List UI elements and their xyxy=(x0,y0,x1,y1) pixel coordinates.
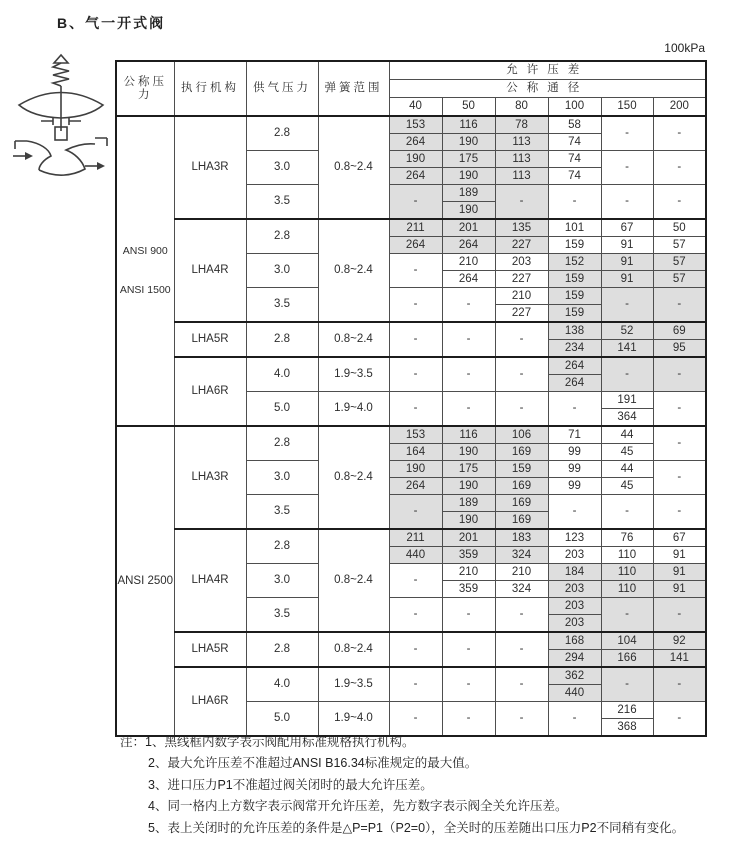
dp-empty-cell: - xyxy=(442,357,495,392)
dp-empty-cell: - xyxy=(601,185,653,220)
header-nominal-diameter: 公称通径 xyxy=(389,80,706,98)
dp-empty-cell: - xyxy=(389,392,442,427)
note-line: 5、表上关闭时的允许压差的条件是△P=P1（P2=0），全关时的压差随出口压力P2不同稍有变化。 xyxy=(148,820,685,835)
dp-value-cell: 264 xyxy=(442,237,495,254)
note-line: 3、进口压力P1不准超过阀关闭时的最大允许压差。 xyxy=(148,777,433,792)
dp-value-cell: 169 xyxy=(495,478,548,495)
spring-range-value: 0.8~2.4 xyxy=(318,426,389,529)
dp-value-cell: 210 xyxy=(495,564,548,581)
dp-value-cell: 141 xyxy=(653,650,706,668)
table-body xyxy=(116,116,706,736)
dp-value-cell: 159 xyxy=(495,461,548,478)
dp-value-cell: 190 xyxy=(442,134,495,151)
table-header xyxy=(116,61,706,116)
dp-value-cell: 191 xyxy=(601,392,653,409)
dp-value-cell: 216 xyxy=(601,702,653,719)
dp-value-cell: 203 xyxy=(548,598,601,615)
dp-value-cell: 110 xyxy=(601,581,653,598)
dp-empty-cell: - xyxy=(389,322,442,357)
dp-value-cell: 67 xyxy=(601,219,653,237)
dp-value-cell: 44 xyxy=(601,461,653,478)
supply-pressure-value: 2.8 xyxy=(246,116,318,151)
dp-value-cell: 294 xyxy=(548,650,601,668)
supply-pressure-value: 2.8 xyxy=(246,529,318,564)
dp-value-cell: 74 xyxy=(548,168,601,185)
dp-empty-cell: - xyxy=(442,667,495,702)
dp-value-cell: 190 xyxy=(442,478,495,495)
dp-value-cell: 227 xyxy=(495,305,548,323)
dp-value-cell: 76 xyxy=(601,529,653,547)
dn-size-header: 200 xyxy=(653,98,706,117)
dp-value-cell: 234 xyxy=(548,340,601,358)
dp-empty-cell: - xyxy=(389,357,442,392)
dp-empty-cell: - xyxy=(495,392,548,427)
unit-label: 100kPa xyxy=(664,41,705,55)
dp-value-cell: 211 xyxy=(389,219,442,237)
dn-size-header: 50 xyxy=(442,98,495,117)
dp-empty-cell: - xyxy=(389,254,442,288)
dp-value-cell: 227 xyxy=(495,271,548,288)
dp-empty-cell: - xyxy=(653,185,706,220)
pressure-class-label: ANSI 2500 xyxy=(116,426,174,736)
actuator-label: LHA3R xyxy=(174,116,246,219)
dp-value-cell: 50 xyxy=(653,219,706,237)
dp-value-cell: 189 xyxy=(442,185,495,202)
dp-empty-cell: - xyxy=(548,495,601,530)
dp-empty-cell: - xyxy=(442,288,495,323)
header-supply-pressure: 供气压力 xyxy=(246,61,318,116)
dp-value-cell: 210 xyxy=(495,288,548,305)
dp-empty-cell: - xyxy=(653,702,706,737)
dp-value-cell: 168 xyxy=(548,632,601,650)
dp-value-cell: 116 xyxy=(442,426,495,444)
spring-range-value: 0.8~2.4 xyxy=(318,116,389,219)
supply-pressure-value: 2.8 xyxy=(246,322,318,357)
dp-empty-cell: - xyxy=(653,598,706,633)
dp-empty-cell: - xyxy=(442,702,495,737)
dp-value-cell: 169 xyxy=(495,512,548,530)
dp-value-cell: 203 xyxy=(495,254,548,271)
spring-range-value: 0.8~2.4 xyxy=(318,529,389,632)
dp-value-cell: 169 xyxy=(495,495,548,512)
header-spring-range: 弹簧范围 xyxy=(318,61,389,116)
dn-size-header: 150 xyxy=(601,98,653,117)
supply-pressure-value: 3.0 xyxy=(246,151,318,185)
dp-empty-cell: - xyxy=(601,598,653,633)
dp-empty-cell: - xyxy=(601,151,653,185)
dp-empty-cell: - xyxy=(653,288,706,323)
dp-value-cell: 45 xyxy=(601,444,653,461)
dp-value-cell: 264 xyxy=(389,478,442,495)
dp-value-cell: 101 xyxy=(548,219,601,237)
dp-value-cell: 106 xyxy=(495,426,548,444)
dp-value-cell: 175 xyxy=(442,151,495,168)
dp-empty-cell: - xyxy=(653,426,706,461)
dp-empty-cell: - xyxy=(548,702,601,737)
dp-value-cell: 203 xyxy=(548,615,601,633)
dp-value-cell: 264 xyxy=(389,237,442,254)
dp-value-cell: 57 xyxy=(653,254,706,271)
supply-pressure-value: 3.0 xyxy=(246,254,318,288)
dp-empty-cell: - xyxy=(495,598,548,633)
dp-value-cell: 153 xyxy=(389,116,442,134)
dp-empty-cell: - xyxy=(653,495,706,530)
dp-value-cell: 91 xyxy=(653,581,706,598)
dp-value-cell: 116 xyxy=(442,116,495,134)
dp-empty-cell: - xyxy=(389,667,442,702)
spring-range-value: 0.8~2.4 xyxy=(318,322,389,357)
dn-size-header: 100 xyxy=(548,98,601,117)
dp-value-cell: 210 xyxy=(442,254,495,271)
dp-empty-cell: - xyxy=(442,322,495,357)
dp-empty-cell: - xyxy=(601,357,653,392)
header-allowable-diff: 允许压差 xyxy=(389,61,706,80)
dp-value-cell: 203 xyxy=(548,581,601,598)
dp-value-cell: 99 xyxy=(548,444,601,461)
dp-value-cell: 364 xyxy=(601,409,653,427)
dp-value-cell: 203 xyxy=(548,547,601,564)
dp-empty-cell: - xyxy=(601,116,653,151)
dp-value-cell: 91 xyxy=(601,271,653,288)
dp-empty-cell: - xyxy=(653,667,706,702)
note-line: 注：1、黑线框内数字表示阀配用标准规格执行机构。 xyxy=(120,735,415,749)
dp-value-cell: 138 xyxy=(548,322,601,340)
spring-range-value: 1.9~3.5 xyxy=(318,667,389,702)
dp-value-cell: 110 xyxy=(601,547,653,564)
dp-value-cell: 135 xyxy=(495,219,548,237)
supply-pressure-value: 3.5 xyxy=(246,185,318,220)
dp-empty-cell: - xyxy=(653,151,706,185)
dp-value-cell: 166 xyxy=(601,650,653,668)
dp-value-cell: 264 xyxy=(548,357,601,375)
dp-empty-cell: - xyxy=(495,702,548,737)
dn-size-header: 40 xyxy=(389,98,442,117)
dp-value-cell: 359 xyxy=(442,581,495,598)
dp-empty-cell: - xyxy=(601,495,653,530)
spring-range-value: 1.9~4.0 xyxy=(318,392,389,427)
valve-schematic-drawing xyxy=(10,53,112,177)
dp-value-cell: 91 xyxy=(601,237,653,254)
dp-value-cell: 159 xyxy=(548,288,601,305)
dp-value-cell: 113 xyxy=(495,151,548,168)
dp-value-cell: 104 xyxy=(601,632,653,650)
supply-pressure-value: 3.5 xyxy=(246,598,318,633)
dp-empty-cell: - xyxy=(495,322,548,357)
supply-pressure-value: 3.0 xyxy=(246,564,318,598)
supply-pressure-value: 3.5 xyxy=(246,288,318,323)
supply-pressure-value: 5.0 xyxy=(246,392,318,427)
dp-empty-cell: - xyxy=(653,461,706,495)
dp-empty-cell: - xyxy=(653,116,706,151)
dp-value-cell: 190 xyxy=(442,512,495,530)
dp-empty-cell: - xyxy=(495,185,548,220)
dp-empty-cell: - xyxy=(653,392,706,427)
dp-value-cell: 189 xyxy=(442,495,495,512)
dp-empty-cell: - xyxy=(389,702,442,737)
actuator-label: LHA5R xyxy=(174,322,246,357)
notes xyxy=(120,732,720,839)
dp-value-cell: 110 xyxy=(601,564,653,581)
dp-empty-cell: - xyxy=(442,392,495,427)
dp-value-cell: 74 xyxy=(548,134,601,151)
dp-value-cell: 78 xyxy=(495,116,548,134)
supply-pressure-value: 4.0 xyxy=(246,667,318,702)
dp-value-cell: 190 xyxy=(442,444,495,461)
dp-value-cell: 362 xyxy=(548,667,601,685)
dp-empty-cell: - xyxy=(389,632,442,667)
dp-value-cell: 264 xyxy=(389,168,442,185)
dp-value-cell: 52 xyxy=(601,322,653,340)
allowable-pressure-diff-table xyxy=(115,60,707,737)
dp-empty-cell: - xyxy=(548,185,601,220)
dp-value-cell: 113 xyxy=(495,134,548,151)
dp-value-cell: 190 xyxy=(389,151,442,168)
dp-empty-cell: - xyxy=(495,357,548,392)
dp-value-cell: 99 xyxy=(548,478,601,495)
dp-empty-cell: - xyxy=(495,632,548,667)
dp-value-cell: 57 xyxy=(653,237,706,254)
pressure-class-label: ANSI 900 ANSI 1500 xyxy=(116,116,174,426)
dp-value-cell: 201 xyxy=(442,219,495,237)
actuator-label: LHA5R xyxy=(174,632,246,667)
actuator-label: LHA4R xyxy=(174,219,246,322)
dp-value-cell: 71 xyxy=(548,426,601,444)
dp-value-cell: 58 xyxy=(548,116,601,134)
actuator-label: LHA6R xyxy=(174,667,246,736)
header-actuator: 执行机构 xyxy=(174,61,246,116)
dp-value-cell: 264 xyxy=(442,271,495,288)
dp-value-cell: 169 xyxy=(495,444,548,461)
supply-pressure-value: 3.5 xyxy=(246,495,318,530)
dp-empty-cell: - xyxy=(389,495,442,530)
dp-empty-cell: - xyxy=(389,598,442,633)
actuator-label: LHA3R xyxy=(174,426,246,529)
supply-pressure-value: 2.8 xyxy=(246,632,318,667)
dp-empty-cell: - xyxy=(601,667,653,702)
dp-value-cell: 190 xyxy=(442,202,495,220)
dp-value-cell: 159 xyxy=(548,237,601,254)
page-title: B、气一开式阀 xyxy=(57,15,166,31)
dp-value-cell: 45 xyxy=(601,478,653,495)
note-line: 2、最大允许压差不准超过ANSI B16.34标准规定的最大值。 xyxy=(148,756,478,771)
dp-empty-cell: - xyxy=(653,357,706,392)
dp-value-cell: 175 xyxy=(442,461,495,478)
dp-value-cell: 440 xyxy=(548,685,601,702)
dp-value-cell: 201 xyxy=(442,529,495,547)
dp-value-cell: 113 xyxy=(495,168,548,185)
dp-value-cell: 264 xyxy=(389,134,442,151)
dp-value-cell: 264 xyxy=(548,375,601,392)
dp-value-cell: 44 xyxy=(601,426,653,444)
supply-pressure-value: 2.8 xyxy=(246,219,318,254)
dp-value-cell: 183 xyxy=(495,529,548,547)
dp-empty-cell: - xyxy=(389,564,442,598)
dp-value-cell: 211 xyxy=(389,529,442,547)
dp-value-cell: 69 xyxy=(653,322,706,340)
dp-empty-cell: - xyxy=(495,667,548,702)
spring-range-value: 0.8~2.4 xyxy=(318,632,389,667)
dn-size-header: 80 xyxy=(495,98,548,117)
dp-value-cell: 210 xyxy=(442,564,495,581)
spring-range-value: 1.9~3.5 xyxy=(318,357,389,392)
dp-value-cell: 57 xyxy=(653,271,706,288)
dp-value-cell: 153 xyxy=(389,426,442,444)
dp-empty-cell: - xyxy=(442,598,495,633)
dp-value-cell: 95 xyxy=(653,340,706,358)
dp-value-cell: 324 xyxy=(495,581,548,598)
supply-pressure-value: 2.8 xyxy=(246,426,318,461)
dp-value-cell: 184 xyxy=(548,564,601,581)
valve-schematic-icon xyxy=(10,53,112,177)
dp-value-cell: 92 xyxy=(653,632,706,650)
note-line: 4、同一格内上方数字表示阀常开允许压差，先方数字表示阀全关允许压差。 xyxy=(148,799,568,814)
dp-empty-cell: - xyxy=(601,288,653,323)
dp-value-cell: 141 xyxy=(601,340,653,358)
dp-empty-cell: - xyxy=(389,288,442,323)
dp-value-cell: 359 xyxy=(442,547,495,564)
dp-value-cell: 123 xyxy=(548,529,601,547)
header-pressure-class: 公称压力 xyxy=(116,61,174,116)
dp-value-cell: 91 xyxy=(653,547,706,564)
dp-value-cell: 190 xyxy=(442,168,495,185)
spring-range-value: 1.9~4.0 xyxy=(318,702,389,737)
dp-empty-cell: - xyxy=(442,632,495,667)
dp-value-cell: 368 xyxy=(601,719,653,737)
dp-value-cell: 164 xyxy=(389,444,442,461)
supply-pressure-value: 4.0 xyxy=(246,357,318,392)
spring-range-value: 0.8~2.4 xyxy=(318,219,389,322)
supply-pressure-value: 5.0 xyxy=(246,702,318,737)
dp-value-cell: 440 xyxy=(389,547,442,564)
actuator-label: LHA4R xyxy=(174,529,246,632)
dp-value-cell: 159 xyxy=(548,271,601,288)
dp-value-cell: 324 xyxy=(495,547,548,564)
dp-value-cell: 74 xyxy=(548,151,601,168)
dp-value-cell: 159 xyxy=(548,305,601,323)
dp-empty-cell: - xyxy=(548,392,601,427)
actuator-label: LHA6R xyxy=(174,357,246,426)
dp-value-cell: 190 xyxy=(389,461,442,478)
dp-value-cell: 91 xyxy=(653,564,706,581)
supply-pressure-value: 3.0 xyxy=(246,461,318,495)
dp-value-cell: 67 xyxy=(653,529,706,547)
dp-value-cell: 99 xyxy=(548,461,601,478)
dp-empty-cell: - xyxy=(389,185,442,220)
dp-value-cell: 91 xyxy=(601,254,653,271)
dp-value-cell: 227 xyxy=(495,237,548,254)
dp-value-cell: 152 xyxy=(548,254,601,271)
